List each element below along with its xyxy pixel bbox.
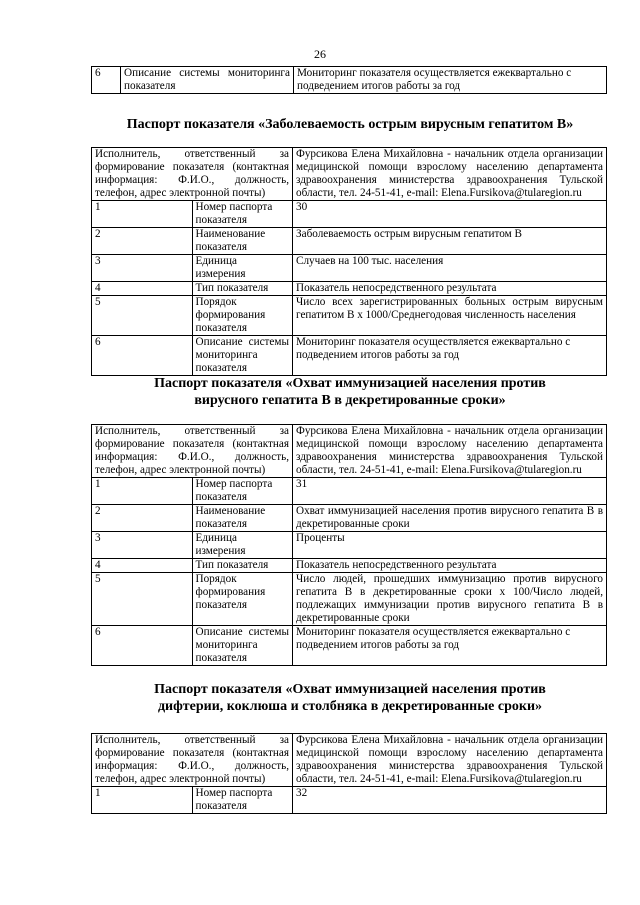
executor-label: Исполнитель, ответственный за формирование показателя (контактная информация: Ф.И.О., должность, телефон, адрес электронной почты) — [92, 734, 293, 787]
row-name: Единица измерения — [192, 255, 293, 282]
table-row — [92, 228, 607, 255]
passport-table-fragment — [91, 66, 607, 94]
executor-row — [92, 425, 607, 478]
row-number: 4 — [92, 559, 193, 573]
row-number: 3 — [92, 532, 193, 559]
heading-line: Паспорт показателя «Охват иммунизацией населения против — [154, 682, 546, 697]
row-name: Номер паспорта показателя — [192, 201, 293, 228]
table-row — [92, 505, 607, 532]
row-value: Охват иммунизацией населения против вирусного гепатита В в декретированные сроки — [293, 505, 607, 532]
row-value: Показатель непосредственного результата — [293, 282, 607, 296]
executor-row — [92, 734, 607, 787]
row-number: 2 — [92, 505, 193, 532]
table-row — [92, 255, 607, 282]
row-name: Тип показателя — [192, 559, 293, 573]
heading-line: Паспорт показателя «Заболеваемость острым вирусным гепатитом В» — [126, 117, 574, 132]
row-number: 1 — [92, 201, 193, 228]
row-number: 4 — [92, 282, 193, 296]
table-row — [92, 787, 607, 814]
row-name: Порядок формирования показателя — [192, 296, 293, 336]
executor-label: Исполнитель, ответственный за формирование показателя (контактная информация: Ф.И.О., должность, телефон, адрес электронной почты) — [92, 148, 293, 201]
heading-line: вирусного гепатита В в декретированные сроки» — [194, 393, 506, 408]
executor-value: Фурсикова Елена Михайловна - начальник отдела организации медицинской помощи взрослому населению департамента здравоохранения министерства здравоохранения Тульской области, тел. 24-51-41, e-mail: Elena.Fursikova@tularegion.ru — [293, 148, 607, 201]
table-row — [92, 532, 607, 559]
table-row — [92, 296, 607, 336]
row-value: Случаев на 100 тыс. населения — [293, 255, 607, 282]
table-row — [92, 282, 607, 296]
executor-value: Фурсикова Елена Михайловна - начальник отдела организации медицинской помощи взрослому населению департамента здравоохранения министерства здравоохранения Тульской области, тел. 24-51-41, e-mail: Elena.Fursikova@tularegion.ru — [293, 734, 607, 787]
row-value: Число людей, прошедших иммунизацию против вирусного гепатита В в декретированные сроки х 100/Число людей, подлежащих иммунизации против вирусного гепатита В в декретированные сроки — [293, 573, 607, 626]
passport-heading — [60, 681, 640, 715]
passport-heading — [60, 375, 640, 409]
row-value: Мониторинг показателя осуществляется ежеквартально с подведением итогов работы за год — [294, 67, 607, 94]
passport-table — [91, 424, 607, 666]
heading-line: дифтерии, коклюша и столбняка в декретированные сроки» — [157, 699, 543, 714]
table-row — [92, 201, 607, 228]
row-number: 6 — [92, 626, 193, 666]
row-value: Показатель непосредственного результата — [293, 559, 607, 573]
row-value: 30 — [293, 201, 607, 228]
table-row — [92, 626, 607, 666]
executor-row — [92, 148, 607, 201]
table-row — [92, 67, 607, 94]
heading-line: Паспорт показателя «Охват иммунизацией населения против — [154, 376, 546, 391]
row-number: 6 — [92, 336, 193, 376]
row-value: Мониторинг показателя осуществляется ежеквартально с подведением итогов работы за год — [293, 626, 607, 666]
row-number: 2 — [92, 228, 193, 255]
row-value: Мониторинг показателя осуществляется ежеквартально с подведением итогов работы за год — [293, 336, 607, 376]
row-number: 6 — [92, 67, 121, 94]
row-name: Номер паспорта показателя — [192, 478, 293, 505]
table-row — [92, 336, 607, 376]
passport-heading — [60, 116, 640, 133]
row-name: Порядок формирования показателя — [192, 573, 293, 626]
page-number: 26 — [314, 47, 326, 61]
row-value: 31 — [293, 478, 607, 505]
row-value: 32 — [293, 787, 607, 814]
row-name: Описание системы мониторинга показателя — [121, 67, 294, 94]
row-name: Описание системы мониторинга показателя — [192, 336, 293, 376]
row-value: Заболеваемость острым вирусным гепатитом В — [293, 228, 607, 255]
table-row — [92, 573, 607, 626]
row-name: Наименование показателя — [192, 228, 293, 255]
executor-label: Исполнитель, ответственный за формирование показателя (контактная информация: Ф.И.О., должность, телефон, адрес электронной почты) — [92, 425, 293, 478]
executor-value: Фурсикова Елена Михайловна - начальник отдела организации медицинской помощи взрослому населению департамента здравоохранения министерства здравоохранения Тульской области, тел. 24-51-41, e-mail: Elena.Fursikova@tularegion.ru — [293, 425, 607, 478]
row-name: Наименование показателя — [192, 505, 293, 532]
row-number: 1 — [92, 478, 193, 505]
row-name: Номер паспорта показателя — [192, 787, 293, 814]
passport-table — [91, 733, 607, 814]
row-number: 1 — [92, 787, 193, 814]
row-name: Описание системы мониторинга показателя — [192, 626, 293, 666]
row-name: Единица измерения — [192, 532, 293, 559]
row-name: Тип показателя — [192, 282, 293, 296]
row-number: 5 — [92, 296, 193, 336]
table-row — [92, 478, 607, 505]
row-number: 5 — [92, 573, 193, 626]
row-value: Число всех зарегистрированных больных острым вирусным гепатитом В х 1000/Среднегодовая численность населения — [293, 296, 607, 336]
row-number: 3 — [92, 255, 193, 282]
passport-table — [91, 147, 607, 376]
table-row — [92, 559, 607, 573]
row-value: Проценты — [293, 532, 607, 559]
